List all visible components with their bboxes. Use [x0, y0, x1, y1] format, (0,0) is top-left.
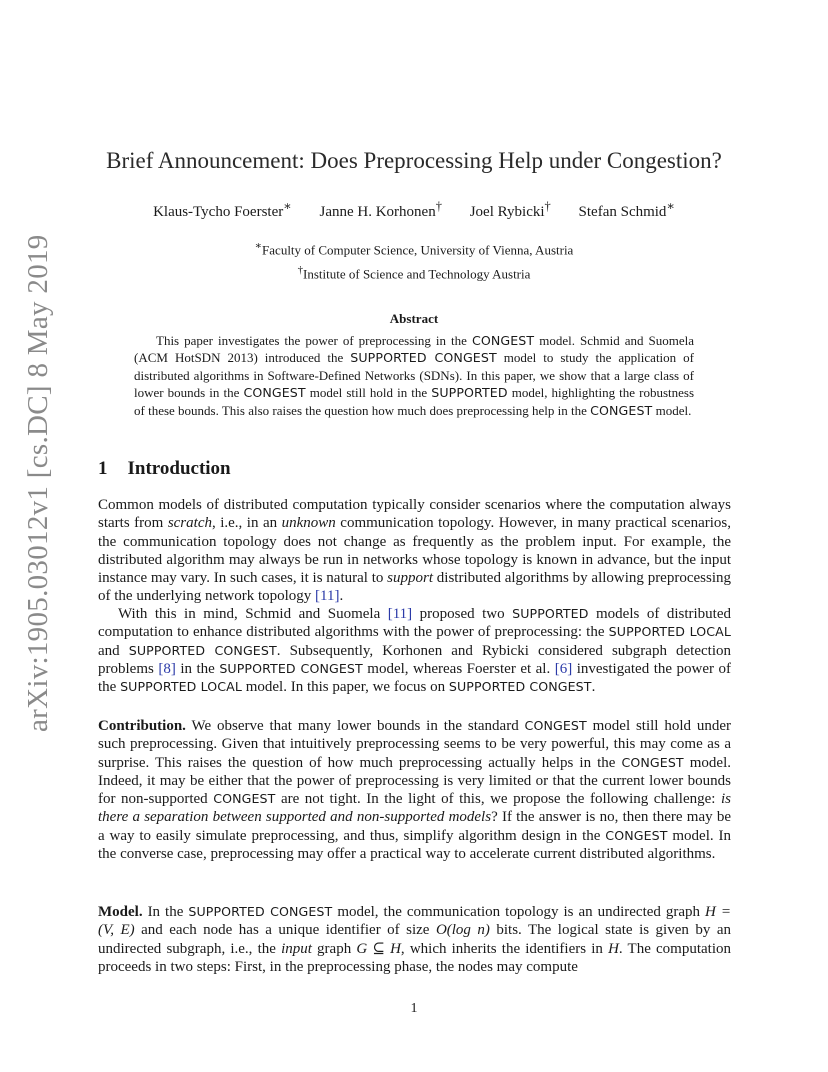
citation-link[interactable]: [11] [315, 588, 340, 605]
citation-link[interactable]: [11] [387, 606, 413, 622]
affiliation-2: †Institute of Science and Technology Austria [297, 264, 531, 282]
arxiv-side-banner: arXiv:1905.03012v1 [cs.DC] 8 May 2019 [22, 234, 54, 732]
author-4: Stefan Schmid∗ [578, 199, 675, 220]
model-paragraph: Model. In the SUPPORTED CONGEST model, the communication topology is an undirected graph H = (V, E) and each node has a unique identifier of size O(log n) bits. The logical state is given by an undirected subgraph, i.e., the input graph G ⊆ H, which inherits the identifiers in H. The computation proceeds in two steps: First, in the preprocessing phase, the nodes may compute [98, 904, 731, 975]
author-1: Klaus-Tycho Foerster∗ [153, 199, 292, 220]
author-list [0, 198, 828, 221]
citation-link[interactable]: [8] [158, 660, 176, 677]
paper-title: Brief Announcement: Does Preprocessing Help under Congestion? [106, 148, 722, 173]
citation-link[interactable]: [6] [554, 660, 573, 677]
affiliation-1: ∗Faculty of Computer Science, University of Vienna, Austria [254, 240, 574, 258]
contribution-paragraph: Contribution. We observe that many lower bounds in the standard CONGEST model still hold under such preprocessing. Given that intuitively preprocessing seems to be very powerful, this may come as a surprise. This raises the question of how much preprocessing actually helps in the CONGEST model. Indeed, it may be either that the power of preprocessing is very limited or that the current lower bounds for non-supported CONGEST are not tight. In the light of this, we propose the following challenge: is there a separation between supported and non-supported models? If the answer is no, then there may be a way to easily simulate preprocessing, and thus, simplify algorithm design in the CONGEST model. In the converse case, preprocessing may offer a practical way to accelerate current distributed algorithms. [98, 718, 731, 863]
intro-paragraph-2: With this in mind, Schmid and Suomela [11] proposed two SUPPORTED models of distributed computation to enhance distributed algorithms with the power of preprocessing: the SUPPORTED LOCAL and SUPPORTED CONGEST. Subsequently, Korhonen and Rybicki considered subgraph detection problems [8] in the SUPPORTED CONGEST model, whereas Foerster et al. [6] investigated the power of the SUPPORTED LOCAL model. In this paper, we focus on SUPPORTED CONGEST. [98, 606, 731, 696]
page-number: 1 [410, 1001, 418, 1016]
section-heading: 1 Introduction [98, 458, 231, 479]
author-3: Joel Rybicki† [469, 199, 551, 220]
abstract-body: This paper investigates the power of preprocessing in the CONGEST model. Schmid and Suomela (ACM HotSDN 2013) introduced the SUPPORTED CONGEST model to study the application of distributed algorithms in Software-Defined Networks (SDNs). In this paper, we show that a large class of lower bounds in the CONGEST model still hold in the SUPPORTED model, highlighting the robustness of these bounds. This also raises the question how much does preprocessing help in the CONGEST model. [134, 333, 695, 418]
author-2: Janne H. Korhonen† [319, 199, 442, 220]
affiliations [0, 236, 828, 285]
abstract-heading: Abstract [389, 311, 439, 326]
intro-paragraph-1: Common models of distributed computation typically consider scenarios where the computation always starts from scratch, i.e., in an unknown communication topology. However, in many practical scenarios, the communication topology does not change as frequently as the problem input. For example, the distributed algorithm may always be run in networks whose topology is known in advance, but the input instance may vary. In such cases, it is natural to support distributed algorithms by allowing preprocessing of the underlying network topology [11]. [98, 497, 731, 605]
